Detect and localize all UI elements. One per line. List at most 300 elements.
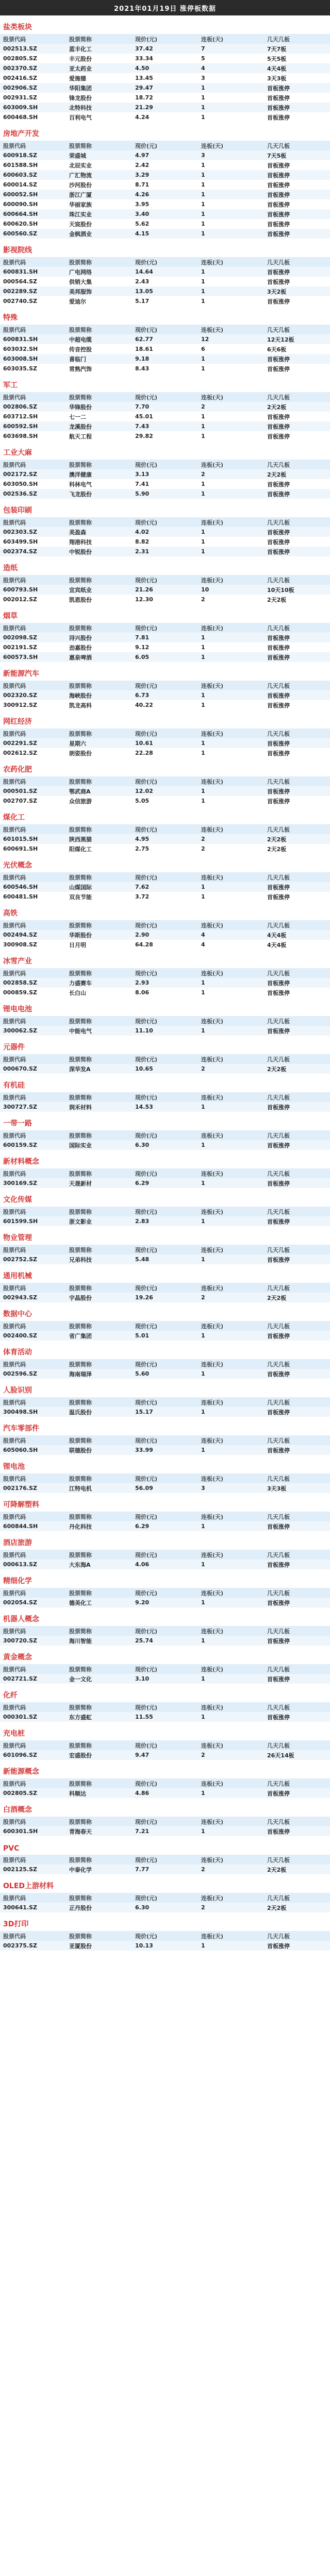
stock-name: 华阳集团: [66, 83, 132, 93]
price: 4.95: [132, 834, 198, 844]
consecutive-days: 7: [198, 44, 264, 54]
column-header: 连板(天): [198, 1321, 264, 1331]
sector-section: [0, 1379, 330, 1417]
stock-name: 丰元股份: [66, 54, 132, 63]
table-header-row: [0, 1207, 330, 1216]
table-row[interactable]: [0, 103, 330, 112]
stock-code: 002513.SZ: [0, 44, 66, 54]
board-count: 首板涨停: [264, 267, 330, 277]
table-header-row: [0, 575, 330, 585]
table-row[interactable]: [0, 469, 330, 479]
column-header: 股票简称: [66, 1664, 132, 1674]
stock-name: 海川智能: [66, 1636, 132, 1646]
consecutive-days: 1: [198, 160, 264, 170]
table-row[interactable]: [0, 988, 330, 997]
board-count: 首板涨停: [264, 1674, 330, 1684]
column-header: 连板(天): [198, 325, 264, 334]
table-row[interactable]: [0, 1712, 330, 1722]
column-header: 股票简称: [66, 1817, 132, 1826]
column-header: 股票代码: [0, 1588, 66, 1598]
table-row[interactable]: [0, 1064, 330, 1074]
sector-title: 冰雪产业: [3, 957, 32, 965]
table-row[interactable]: [0, 1865, 330, 1874]
consecutive-days: 12: [198, 334, 264, 344]
table-row[interactable]: [0, 834, 330, 844]
table-row[interactable]: [0, 786, 330, 796]
consecutive-days: 2: [198, 834, 264, 844]
sector-section: [0, 1112, 330, 1150]
stock-code: 002098.SZ: [0, 633, 66, 642]
table-row[interactable]: [0, 547, 330, 556]
sector-section: [0, 1188, 330, 1226]
board-count: 首板涨停: [264, 700, 330, 710]
price: 11.10: [132, 1026, 198, 1036]
table-row[interactable]: [0, 1750, 330, 1760]
table-row[interactable]: [0, 54, 330, 63]
consecutive-days: 1: [198, 431, 264, 441]
stock-name: 广电网络: [66, 267, 132, 277]
price: 21.26: [132, 585, 198, 595]
consecutive-days: 1: [198, 1521, 264, 1531]
price: 21.29: [132, 103, 198, 112]
column-header: 股票代码: [0, 325, 66, 334]
table-row[interactable]: [0, 700, 330, 710]
column-header: 几天几板: [264, 1740, 330, 1750]
stock-code: 002375.SZ: [0, 1941, 66, 1951]
column-header: 连板(天): [198, 1245, 264, 1255]
consecutive-days: 1: [198, 690, 264, 700]
price: 19.26: [132, 1293, 198, 1302]
table-row[interactable]: [0, 229, 330, 239]
column-header: 现价(元): [132, 1893, 198, 1903]
column-header: 几天几板: [264, 1359, 330, 1369]
table-header-row: [0, 728, 330, 738]
stock-code: 603050.SH: [0, 479, 66, 489]
column-header: 连板(天): [198, 1016, 264, 1026]
table-header-row: [0, 1855, 330, 1865]
sector-section: [0, 1722, 330, 1760]
table-row[interactable]: [0, 1788, 330, 1798]
price: 9.47: [132, 1750, 198, 1760]
table-row[interactable]: [0, 930, 330, 940]
table-row[interactable]: [0, 1521, 330, 1531]
board-count: 7天7板: [264, 44, 330, 54]
consecutive-days: 2: [198, 595, 264, 604]
price: 33.99: [132, 1445, 198, 1455]
table-row[interactable]: [0, 1560, 330, 1569]
column-header: 连板(天): [198, 681, 264, 690]
consecutive-days: 2: [198, 1293, 264, 1302]
price: 12.02: [132, 786, 198, 796]
stock-name: 东方盛虹: [66, 1712, 132, 1722]
table-row[interactable]: [0, 160, 330, 170]
table-row[interactable]: [0, 642, 330, 652]
table-header-row: [0, 1740, 330, 1750]
stock-code: 002943.SZ: [0, 1293, 66, 1302]
stock-code: 002752.SZ: [0, 1255, 66, 1264]
stock-code: 603009.SH: [0, 103, 66, 112]
column-header: 股票简称: [66, 1550, 132, 1560]
table-row[interactable]: [0, 844, 330, 854]
stock-code: 002176.SZ: [0, 1483, 66, 1493]
board-count: 首板涨停: [264, 103, 330, 112]
column-header: 连板(天): [198, 623, 264, 633]
table-row[interactable]: [0, 1445, 330, 1455]
consecutive-days: 1: [198, 1788, 264, 1798]
table-row[interactable]: [0, 1255, 330, 1264]
column-header: 股票简称: [66, 1702, 132, 1712]
table-row[interactable]: [0, 882, 330, 892]
column-header: 连板(天): [198, 1283, 264, 1293]
consecutive-days: 1: [198, 199, 264, 209]
column-header: 现价(元): [132, 1473, 198, 1483]
table-header-row: [0, 1092, 330, 1102]
price: 7.21: [132, 1826, 198, 1836]
price: 37.42: [132, 44, 198, 54]
table-row[interactable]: [0, 83, 330, 93]
column-header: 股票简称: [66, 1740, 132, 1750]
table-row[interactable]: [0, 1102, 330, 1112]
stock-code: 002012.SZ: [0, 595, 66, 604]
table-row[interactable]: [0, 199, 330, 209]
table-header-row: [0, 1664, 330, 1674]
consecutive-days: 3: [198, 1483, 264, 1493]
table-row[interactable]: [0, 412, 330, 421]
price: 10.61: [132, 738, 198, 748]
table-row[interactable]: [0, 1216, 330, 1226]
table-header-row: [0, 623, 330, 633]
table-row[interactable]: [0, 334, 330, 344]
table-row[interactable]: [0, 892, 330, 902]
stock-code: 600159.SZ: [0, 1140, 66, 1150]
column-header: 股票简称: [66, 1931, 132, 1941]
stock-code: 600481.SH: [0, 892, 66, 902]
column-header: 连板(天): [198, 1778, 264, 1788]
board-count: 首板涨停: [264, 1369, 330, 1379]
stock-name: 凯龙高科: [66, 700, 132, 710]
column-header: 现价(元): [132, 1016, 198, 1026]
stock-name: 温氏股份: [66, 1407, 132, 1417]
board-count: 3天2板: [264, 286, 330, 296]
table-row[interactable]: [0, 690, 330, 700]
table-row[interactable]: [0, 73, 330, 83]
column-header: 股票代码: [0, 460, 66, 469]
board-count: 首板涨停: [264, 1636, 330, 1646]
price: 2.83: [132, 1216, 198, 1226]
column-header: 连板(天): [198, 1893, 264, 1903]
sector-section: [0, 1684, 330, 1722]
column-header: 几天几板: [264, 1054, 330, 1064]
consecutive-days: 2: [198, 402, 264, 412]
sector-title: 新能源概念: [3, 1768, 39, 1776]
stock-name: 江特电机: [66, 1483, 132, 1493]
consecutive-days: 1: [198, 479, 264, 489]
board-count: 首板涨停: [264, 642, 330, 652]
board-count: 首板涨停: [264, 1178, 330, 1188]
table-row[interactable]: [0, 633, 330, 642]
stock-code: 600664.SH: [0, 209, 66, 219]
stock-name: 润禾材料: [66, 1102, 132, 1112]
board-count: 首板涨停: [264, 199, 330, 209]
stock-code: 002289.SZ: [0, 286, 66, 296]
column-header: 股票代码: [0, 1397, 66, 1407]
table-header-row: [0, 968, 330, 978]
sector-title: 黄金概念: [3, 1653, 32, 1662]
price: 10.65: [132, 1064, 198, 1074]
sector-section: [0, 15, 330, 122]
column-header: 现价(元): [132, 141, 198, 150]
consecutive-days: 5: [198, 54, 264, 63]
limit-up-table: [0, 1321, 330, 1341]
stock-name: 美邦服饰: [66, 286, 132, 296]
stock-name: 浔兴股份: [66, 633, 132, 642]
table-row[interactable]: [0, 537, 330, 547]
table-row[interactable]: [0, 219, 330, 229]
stock-name: 星期六: [66, 738, 132, 748]
price: 7.77: [132, 1865, 198, 1874]
table-row[interactable]: [0, 190, 330, 199]
consecutive-days: 1: [198, 103, 264, 112]
board-count: 首板涨停: [264, 296, 330, 306]
limit-up-table: [0, 517, 330, 556]
board-count: 首板涨停: [264, 190, 330, 199]
sector-section: [0, 556, 330, 604]
consecutive-days: 3: [198, 73, 264, 83]
table-row[interactable]: [0, 978, 330, 988]
price: 3.40: [132, 209, 198, 219]
stock-code: 600592.SH: [0, 421, 66, 431]
table-row[interactable]: [0, 1903, 330, 1912]
limit-up-table: [0, 460, 330, 499]
board-count: 首板涨停: [264, 1026, 330, 1036]
stock-name: 长白山: [66, 988, 132, 997]
sector-section: [0, 604, 330, 662]
column-header: 现价(元): [132, 517, 198, 527]
table-row[interactable]: [0, 93, 330, 103]
stock-name: 省广集团: [66, 1331, 132, 1341]
table-row[interactable]: [0, 277, 330, 286]
table-row[interactable]: [0, 940, 330, 950]
table-row[interactable]: [0, 1941, 330, 1951]
table-row[interactable]: [0, 1598, 330, 1607]
stock-code: 603035.SZ: [0, 364, 66, 374]
price: 7.70: [132, 402, 198, 412]
price: 4.26: [132, 190, 198, 199]
limit-up-table: [0, 920, 330, 950]
stock-name: 华丽家族: [66, 199, 132, 209]
column-header: 股票代码: [0, 1855, 66, 1865]
table-row[interactable]: [0, 489, 330, 499]
column-header: 股票代码: [0, 392, 66, 402]
column-header: 连板(天): [198, 1626, 264, 1636]
table-row[interactable]: [0, 180, 330, 190]
table-row[interactable]: [0, 1178, 330, 1188]
board-count: 12天12板: [264, 334, 330, 344]
stock-name: 宏盛股份: [66, 1750, 132, 1760]
limit-up-table: [0, 1397, 330, 1417]
sector-title: 新材料概念: [3, 1158, 39, 1166]
consecutive-days: 1: [198, 1331, 264, 1341]
price: 5.62: [132, 219, 198, 229]
price: 12.30: [132, 595, 198, 604]
table-row[interactable]: [0, 1636, 330, 1646]
board-count: 首板涨停: [264, 690, 330, 700]
table-row[interactable]: [0, 44, 330, 54]
stock-code: 002805.SZ: [0, 54, 66, 63]
price: 29.47: [132, 83, 198, 93]
column-header: 股票代码: [0, 34, 66, 44]
consecutive-days: 1: [198, 180, 264, 190]
price: 2.75: [132, 844, 198, 854]
table-row[interactable]: [0, 150, 330, 160]
stock-name: 金一文化: [66, 1674, 132, 1684]
table-row[interactable]: [0, 1331, 330, 1341]
table-row[interactable]: [0, 595, 330, 604]
table-row[interactable]: [0, 1140, 330, 1150]
table-row[interactable]: [0, 364, 330, 374]
column-header: 现价(元): [132, 824, 198, 834]
table-row[interactable]: [0, 1674, 330, 1684]
column-header: 几天几板: [264, 1931, 330, 1941]
stock-name: 爱迪尔: [66, 296, 132, 306]
table-row[interactable]: [0, 738, 330, 748]
table-header-row: [0, 1054, 330, 1064]
stock-code: 000301.SZ: [0, 1712, 66, 1722]
stock-name: 传音控股: [66, 344, 132, 354]
limit-up-table: [0, 141, 330, 239]
column-header: 连板(天): [198, 920, 264, 930]
table-row[interactable]: [0, 63, 330, 73]
table-row[interactable]: [0, 170, 330, 180]
stock-name: 蓝丰化工: [66, 44, 132, 54]
price: 6.30: [132, 1140, 198, 1150]
column-header: 几天几板: [264, 1016, 330, 1026]
sector-section: [0, 1302, 330, 1341]
table-row[interactable]: [0, 1369, 330, 1379]
limit-up-table: [0, 1512, 330, 1531]
table-row[interactable]: [0, 1293, 330, 1302]
sector-section: [0, 374, 330, 441]
column-header: 股票简称: [66, 1016, 132, 1026]
table-row[interactable]: [0, 344, 330, 354]
table-row[interactable]: [0, 748, 330, 758]
table-row[interactable]: [0, 421, 330, 431]
stock-code: 002596.SZ: [0, 1369, 66, 1379]
table-header-row: [0, 872, 330, 882]
stock-name: 金枫酒业: [66, 229, 132, 239]
board-count: 首板涨停: [264, 1407, 330, 1417]
price: 7.41: [132, 479, 198, 489]
column-header: 几天几板: [264, 1168, 330, 1178]
sector-section: [0, 1798, 330, 1836]
price: 9.12: [132, 642, 198, 652]
table-header-row: [0, 517, 330, 527]
table-row[interactable]: [0, 112, 330, 122]
stock-code: 002370.SZ: [0, 63, 66, 73]
consecutive-days: 6: [198, 344, 264, 354]
limit-up-table: [0, 1626, 330, 1646]
sector-section: [0, 997, 330, 1036]
table-row[interactable]: [0, 1483, 330, 1493]
column-header: 股票简称: [66, 1435, 132, 1445]
board-count: 2天2板: [264, 844, 330, 854]
board-count: 首板涨停: [264, 786, 330, 796]
sector-title: 物业管理: [3, 1234, 32, 1242]
table-row[interactable]: [0, 354, 330, 364]
sector-section: [0, 1074, 330, 1112]
stock-code: 002374.SZ: [0, 547, 66, 556]
consecutive-days: 1: [198, 633, 264, 642]
board-count: 首板涨停: [264, 160, 330, 170]
consecutive-days: 1: [198, 527, 264, 537]
stock-name: 凯恩股份: [66, 595, 132, 604]
column-header: 几天几板: [264, 1778, 330, 1788]
column-header: 几天几板: [264, 1626, 330, 1636]
board-count: 3天3板: [264, 1483, 330, 1493]
table-row[interactable]: [0, 402, 330, 412]
column-header: 连板(天): [198, 728, 264, 738]
table-row[interactable]: [0, 267, 330, 277]
column-header: 现价(元): [132, 1283, 198, 1293]
stock-name: 天晟新材: [66, 1178, 132, 1188]
sector-section: [0, 1874, 330, 1912]
column-header: 现价(元): [132, 1512, 198, 1521]
table-row[interactable]: [0, 479, 330, 489]
sector-title: 有机硅: [3, 1081, 25, 1090]
stock-name: 陕西黑猫: [66, 834, 132, 844]
column-header: 股票简称: [66, 325, 132, 334]
column-header: 股票代码: [0, 1778, 66, 1788]
stock-code: 300641.SZ: [0, 1903, 66, 1912]
price: 7.62: [132, 882, 198, 892]
consecutive-days: 1: [198, 286, 264, 296]
column-header: 股票代码: [0, 575, 66, 585]
table-row[interactable]: [0, 652, 330, 662]
consecutive-days: 1: [198, 978, 264, 988]
table-row[interactable]: [0, 527, 330, 537]
table-row[interactable]: [0, 286, 330, 296]
table-row[interactable]: [0, 209, 330, 219]
table-row[interactable]: [0, 1026, 330, 1036]
stock-code: 002320.SZ: [0, 690, 66, 700]
price: 6.29: [132, 1178, 198, 1188]
stock-name: 众信旅游: [66, 796, 132, 806]
column-header: 股票简称: [66, 575, 132, 585]
table-row[interactable]: [0, 431, 330, 441]
sector-title: 房地产开发: [3, 130, 39, 138]
table-row[interactable]: [0, 1407, 330, 1417]
sector-section: [0, 1912, 330, 1951]
table-row[interactable]: [0, 1826, 330, 1836]
sector-title: 文化传媒: [3, 1196, 32, 1204]
sector-section: [0, 1569, 330, 1607]
limit-up-table: [0, 1588, 330, 1607]
limit-up-table: [0, 1283, 330, 1302]
column-header: 现价(元): [132, 1207, 198, 1216]
board-count: 首板涨停: [264, 180, 330, 190]
stock-code: 600301.SH: [0, 1826, 66, 1836]
stock-name: 中超电缆: [66, 334, 132, 344]
sector-section: [0, 806, 330, 854]
stock-name: 正丹股份: [66, 1903, 132, 1912]
board-count: 2天2板: [264, 1865, 330, 1874]
stock-code: 300727.SZ: [0, 1102, 66, 1112]
stock-code: 603032.SH: [0, 344, 66, 354]
table-row[interactable]: [0, 585, 330, 595]
table-row[interactable]: [0, 796, 330, 806]
column-header: 几天几板: [264, 776, 330, 786]
table-row[interactable]: [0, 296, 330, 306]
